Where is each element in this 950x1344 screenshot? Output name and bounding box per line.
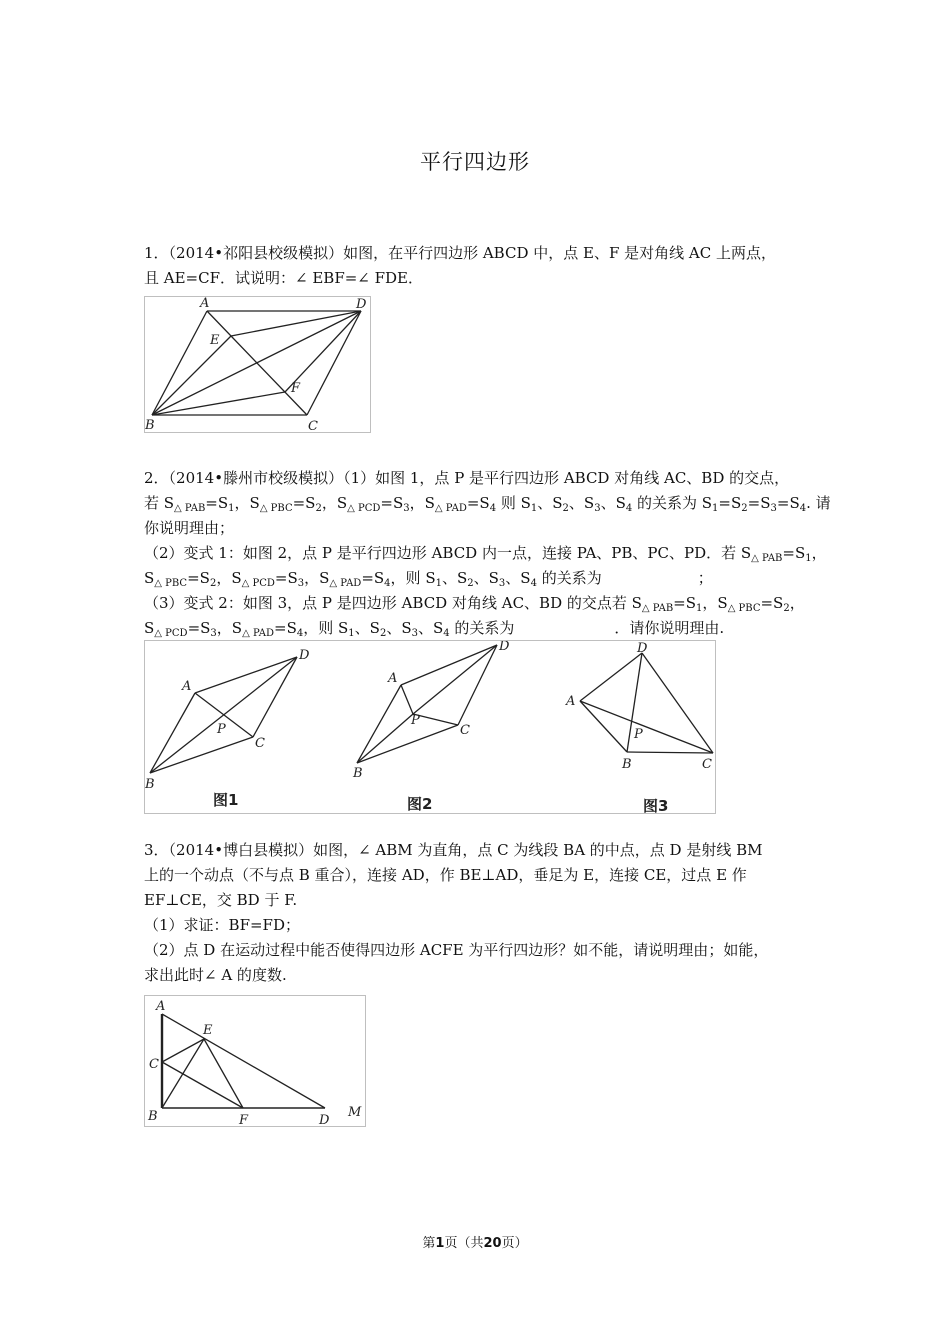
q2-variant-1-line-1: （2）变式 1：如图 2，点 P 是平行四边形 ABCD 内一点，连接 PA、PB、PC、PD．若 $S_{\triangle PAB}=S_1$， bbox=[144, 544, 827, 564]
label-c: C bbox=[308, 419, 318, 432]
fig1-label-d: D bbox=[299, 648, 310, 663]
label-e: E bbox=[203, 1023, 213, 1038]
label-c: C bbox=[149, 1057, 159, 1072]
q2-diagrams bbox=[145, 641, 715, 813]
fig2-label-c: C bbox=[460, 723, 470, 738]
q3-part-2-line-1: （2）点 D 在运动过程中能否使得四边形 ACFE 为平行四边形？如不能，请说明理由；如能， bbox=[144, 941, 769, 959]
segment-cd bbox=[307, 311, 361, 415]
q3-part-2-line-2: 求出此时∠ A 的度数. bbox=[144, 966, 287, 984]
q2-line-1: 2．（2014•滕州市校级模拟）（1）如图 1，点 P 是平行四边形 ABCD 对角线 AC、BD 的交点， bbox=[144, 469, 790, 487]
page-footer: 第1页（共20页） bbox=[422, 1236, 528, 1251]
page-title: 平行四边形 bbox=[420, 150, 530, 174]
fig3-label-a: A bbox=[566, 694, 576, 709]
label-a: A bbox=[200, 297, 210, 311]
q2-variant-1-line-2: $S_{\triangle PBC}=S_2$，$S_{\triangle PCD}=S_3$，$S_{\triangle PAD}=S_4$，则 $S_1$、$S_2$、$S_3$、$S_4$ 的关系为 ； bbox=[144, 569, 713, 589]
q3-figure bbox=[144, 995, 366, 1127]
fig2-caption: 图2 bbox=[407, 795, 433, 813]
q1-line-1: 1．（2014•祁阳县校级模拟）如图，在平行四边形 ABCD 中，点 E、F 是对角线 AC 上两点， bbox=[144, 244, 776, 262]
fig1-label-a: A bbox=[182, 679, 192, 694]
q1-line-2: 且 AE=CF．试说明：∠ EBF=∠ FDE． bbox=[144, 269, 424, 287]
segment-ab bbox=[152, 311, 207, 415]
label-d: D bbox=[356, 297, 367, 312]
label-m: M bbox=[348, 1105, 362, 1120]
q2-variant-2-line-2: $S_{\triangle PCD}=S_3$，$S_{\triangle PAD}=S_4$，则 $S_1$、$S_2$、$S_3$、$S_4$ 的关系为 ．请你说明理由. bbox=[144, 619, 725, 639]
label-b: B bbox=[145, 418, 155, 432]
fig1-label-b: B bbox=[145, 777, 155, 792]
q1-parallelogram-diagram bbox=[145, 297, 370, 432]
label-e: E bbox=[210, 333, 220, 348]
fig2-label-p: P bbox=[411, 713, 420, 728]
fig1-label-c: C bbox=[255, 736, 265, 751]
q3-part-1: （1）求证：BF=FD； bbox=[144, 916, 300, 934]
q2-variant-2-line-1: （3）变式 2：如图 3，点 P 是四边形 ABCD 对角线 AC、BD 的交点若 $S_{\triangle PAB}=S_1$，$S_{\triangle PBC}=S_2$， bbox=[144, 594, 805, 614]
q3-right-angle-diagram bbox=[145, 996, 365, 1126]
segment-cf bbox=[162, 1062, 243, 1108]
q2-figure-2 bbox=[357, 645, 497, 763]
label-f: F bbox=[239, 1113, 249, 1126]
q2-figure-3 bbox=[580, 653, 713, 753]
q2-figure-1 bbox=[150, 657, 297, 773]
fig3-label-c: C bbox=[702, 757, 712, 772]
q3-line-3: EF⊥CE，交 BD 于 F. bbox=[144, 891, 298, 909]
fig2-label-d: D bbox=[499, 641, 510, 654]
fig3-caption: 图3 bbox=[643, 797, 669, 813]
fig3-label-p: P bbox=[634, 727, 643, 742]
q3-line-1: 3．（2014•博白县模拟）如图，∠ ABM 为直角，点 C 为线段 BA 的中点，点 D 是射线 BM bbox=[144, 841, 763, 859]
fig1-caption: 图1 bbox=[213, 791, 239, 809]
label-d: D bbox=[319, 1113, 330, 1126]
page-total: 20 bbox=[483, 1236, 502, 1251]
q3-line-2: 上的一个动点（不与点 B 重合），连接 AD，作 BE⊥AD，垂足为 E，连接 CE，过点 E 作 bbox=[144, 866, 747, 884]
fig2-label-b: B bbox=[353, 766, 363, 781]
label-f: F bbox=[291, 381, 301, 396]
q2-line-2: 若 $S_{\triangle PAB}=S_1$，$S_{\triangle PBC}=S_2$，$S_{\triangle PCD}=S_3$，$S_{\triangle PAD}=S_4$ 则 $S_1$、$S_2$、$S_3$、$S_4$ 的关系为 $S_1=S_2=S_3=S_4$. 请 bbox=[144, 494, 831, 514]
q2-figures bbox=[144, 640, 716, 814]
fig2-label-a: A bbox=[388, 671, 398, 686]
q1-figure bbox=[144, 296, 371, 433]
fig3-label-b: B bbox=[622, 757, 632, 772]
label-b: B bbox=[148, 1109, 158, 1124]
label-a: A bbox=[156, 999, 166, 1014]
q2-line-3: 你说明理由； bbox=[144, 519, 235, 537]
fig1-label-p: P bbox=[217, 722, 226, 737]
segment-bd bbox=[152, 311, 361, 415]
segment-ad bbox=[162, 1014, 325, 1108]
page-number: 1 bbox=[435, 1236, 445, 1251]
fig3-label-d: D bbox=[637, 641, 648, 656]
